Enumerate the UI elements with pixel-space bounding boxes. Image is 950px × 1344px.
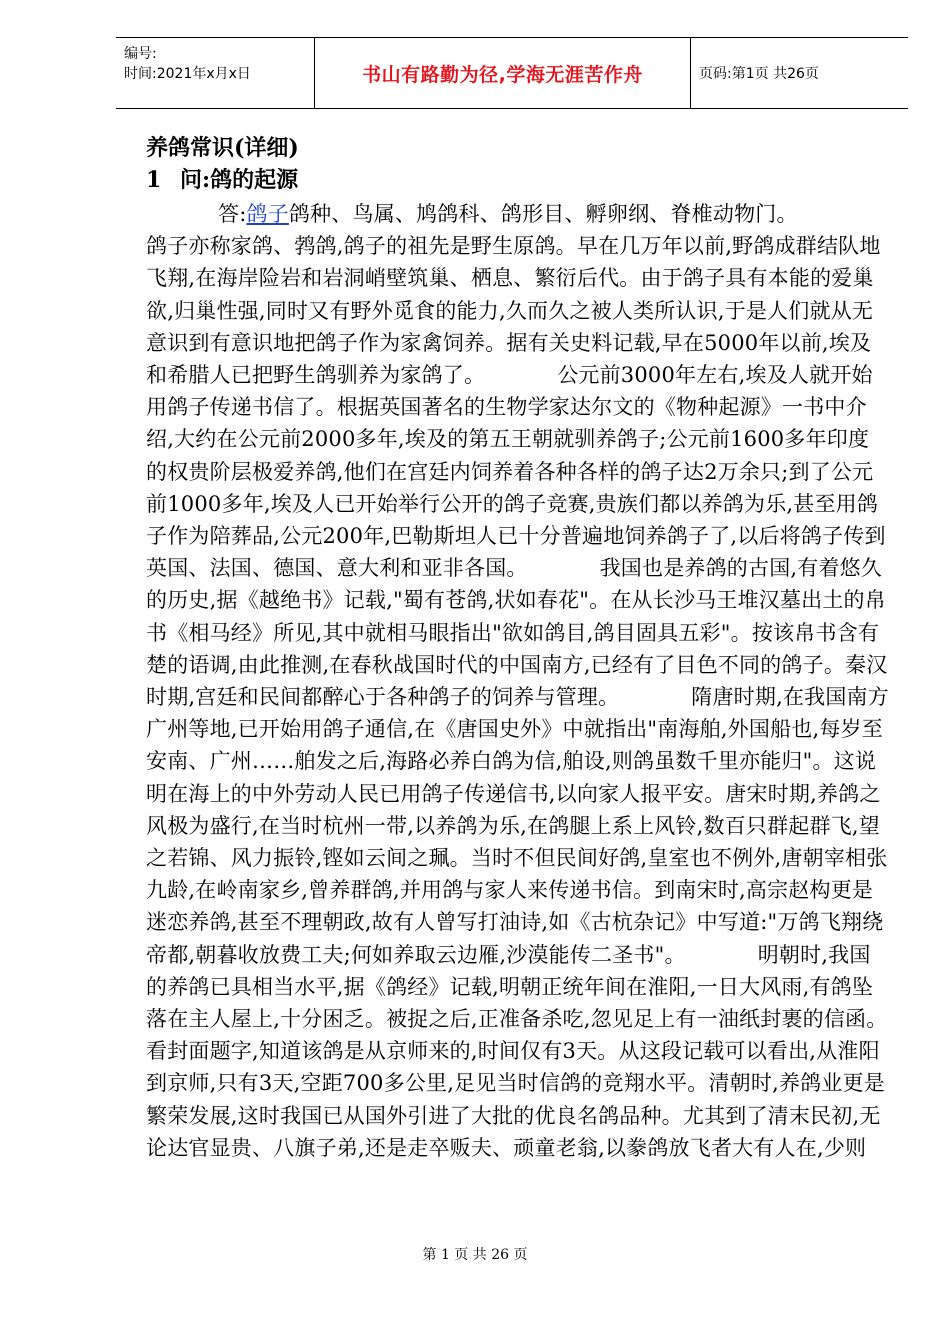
page-footer: 第 1 页 共 26 页 bbox=[422, 1247, 528, 1263]
answer-text: 鸽种、鸟属、鸠鸽科、鸽形目、孵卵纲、脊椎动物门。 bbox=[288, 202, 798, 226]
history-paragraph-tang-song: 隋唐时期,在我国南方广州等地,已开始用鸽子通信,在《唐国史外》中就指出"南海舶,外国船也,每岁至安南、广州……舶发之后,海路必养白鸽为信,舶设,则鸽虽数千里亦能归"。这说明在海上的中外劳动人民已用鸽子传递信书,以向家人报平安。唐宋时期,养鸽之风极为盛行,在当时杭州一带,以养鸽为乐,在鸽腿上系上风铃,数百只群起群飞,望之若锦、风力振铃,铿如云间之珮。当时不但民间好鸽,皇室也不例外,唐朝宰相张九龄,在岭南家乡,曾养群鸽,并用鸽与家人来传递书信。到南宋时,高宗赵构更是迷恋养鸽,甚至不理朝政,故有人曾写打油诗,如《古杭杂记》中写道:"万鸽飞翔绕帝都,朝暮收放费工夫;何如养取云边雁,沙漠能传二圣书"。 bbox=[146, 685, 889, 967]
header-meta bbox=[116, 38, 315, 108]
history-paragraph-ancient: 公元前3000年左右,埃及人就开始用鸽子传递书信了。根据英国著名的生物学家达尔文的《物种起源》一书中介绍,大约在公元前2000多年,埃及的第五王朝就驯养鸽子;公元前1600多年印度的权贵阶层极爱养鸽,他们在宫廷内饲养着各种各样的鸽子达2万余只;到了公元前1000多年,埃及人已开始举行公开的鸽子竞赛,贵族们都以养鸽为乐,甚至用鸽子作为陪葬品,公元200年,巴勒斯坦人已十分普遍地饲养鸽子了,以后将鸽子传到英国、法国、德国、意大利和亚非各国。 bbox=[146, 363, 886, 581]
origin-paragraph: 鸽子亦称家鸽、鹁鸽,鸽子的祖先是野生原鸽。早在几万年以前,野鸽成群结队地飞翔,在海岸险岩和岩洞峭壁筑巢、栖息、繁衍后代。由于鸽子具有本能的爱巢欲,归巢性强,同时又有野外觅食的能力,久而久之被人类所认识,于是人们就从无意识到有意识地把鸽子作为家禽饲养。据有关史料记载,早在5000年以前,埃及和希腊人已把野生鸽驯养为家鸽了。 bbox=[146, 234, 881, 388]
document-title: 养鸽常识(详细) bbox=[146, 135, 299, 161]
header-page-cell bbox=[691, 38, 908, 108]
history-paragraph-china: 我国也是养鸽的古国,有着悠久的历史,据《越绝书》记载,"蜀有苍鸽,状如春花"。在从长沙马王堆汉墓出土的帛书《相马经》所见,其中就相马眼指出"欲如鸽目,鸽目固具五彩"。按该帛书含有楚的语调,由此推测,在春秋战国时代的中国南方,已经有了目色不同的鸽子。秦汉时期,宫廷和民间都醉心于各种鸽子的饲养与管理。 bbox=[146, 556, 888, 710]
number-label: 编号: bbox=[124, 46, 157, 62]
history-paragraph-ming-qing: 明朝时,我国的养鸽已具相当水平,据《鸽经》记载,明朝正统年间在淮阳,一日大风雨,有鸽坠落在主人屋上,十分困乏。被捉之后,正准备杀吃,忽见足上有一油纸封裹的信函。看封面题字,知道该鸽是从京师来的,时间仅有3天。从这段记载可以看出,从淮阳到京师,只有3天,空距700多公里,足见当时信鸽的竞翔水平。清朝时,养鸽业更是繁荣发展,这时我国已从国外引进了大批的优良名鸽品种。尤其到了清末民初,无论达官显贵、八旗子弟,还是走卒贩夫、顽童老翁,以豢鸽放飞者大有人在,少则 bbox=[146, 942, 888, 1160]
page-label: 页码:第1页 共26页 bbox=[699, 66, 819, 82]
document-body bbox=[146, 132, 890, 1164]
header-motto: 书山有路勤为径,学海无涯苦作舟 bbox=[362, 63, 643, 86]
answer-paragraph bbox=[146, 198, 890, 1164]
question-heading bbox=[146, 164, 890, 196]
page-header bbox=[116, 37, 908, 109]
time-label: 时间:2021年x月x日 bbox=[124, 66, 251, 82]
answer-prefix: 答: bbox=[218, 202, 247, 226]
pigeon-link[interactable]: 鸽子 bbox=[246, 202, 289, 226]
question-number: 1 bbox=[146, 167, 162, 193]
question-title: 问:鸽的起源 bbox=[180, 167, 299, 193]
header-motto-cell bbox=[315, 38, 691, 108]
